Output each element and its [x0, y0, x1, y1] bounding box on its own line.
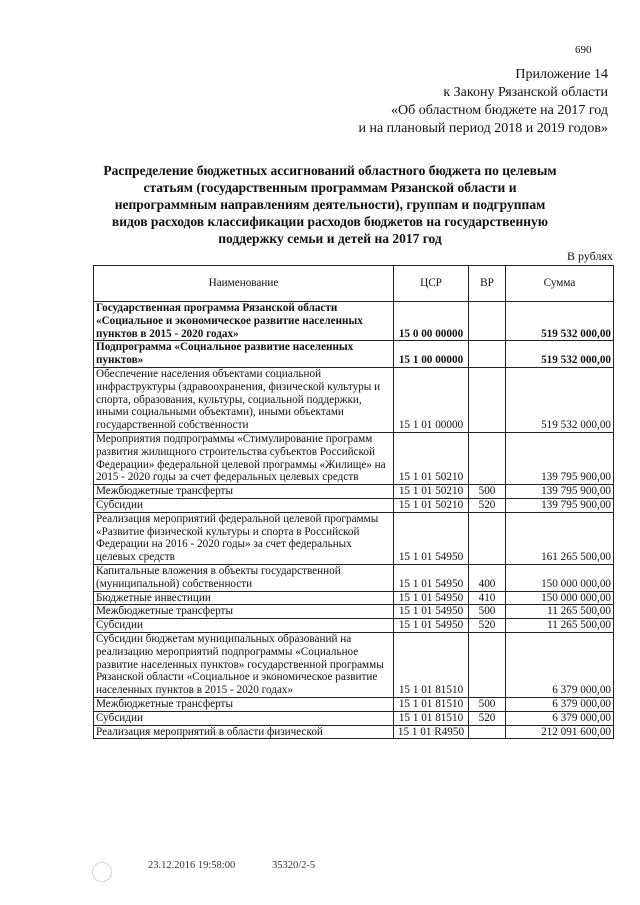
cell-vr	[469, 512, 506, 564]
cell-vr: 500	[469, 605, 506, 619]
cell-sum: 6 379 000,00	[506, 632, 614, 697]
cell-csr: 15 1 01 50210	[394, 485, 469, 499]
cell-sum: 139 795 900,00	[506, 432, 614, 484]
title-line: непрограммным направлениям деятельности), группам и подгруппам	[114, 197, 546, 212]
currency-unit: В рублях	[566, 249, 613, 263]
cell-name: Реализация мероприятий в области физической	[94, 725, 394, 739]
budget-table	[93, 265, 614, 739]
cell-csr: 15 1 01 50210	[394, 432, 469, 484]
appendix-line: к Закону Рязанской области	[443, 85, 608, 100]
title-line: видов расходов классификации расходов бюджетов на государственную	[111, 214, 549, 229]
cell-sum: 519 532 000,00	[506, 367, 614, 432]
table-row	[94, 432, 614, 484]
cell-csr: 15 1 01 54950	[394, 619, 469, 633]
cell-sum: 139 795 900,00	[506, 485, 614, 499]
header-sum: Сумма	[506, 266, 614, 302]
cell-vr: 520	[469, 619, 506, 633]
table-header-row	[94, 266, 614, 302]
cell-sum: 139 795 900,00	[506, 498, 614, 512]
header-csr: ЦСР	[394, 266, 469, 302]
table-row	[94, 591, 614, 605]
cell-csr: 15 1 01 54950	[394, 512, 469, 564]
cell-sum: 150 000 000,00	[506, 591, 614, 605]
cell-name: Межбюджетные трансферты	[94, 697, 394, 711]
cell-vr: 410	[469, 591, 506, 605]
cell-vr	[469, 432, 506, 484]
scan-stamp-icon	[92, 862, 112, 882]
table-row	[94, 711, 614, 725]
table-row	[94, 498, 614, 512]
cell-csr: 15 1 01 R4950	[394, 725, 469, 739]
footer-doc-number: 35320/2-5	[272, 860, 316, 871]
title-line: Распределение бюджетных ассигнований областного бюджета по целевым	[103, 163, 557, 178]
appendix-line: «Об областном бюджете на 2017 год	[391, 103, 608, 118]
cell-vr: 400	[469, 564, 506, 591]
cell-vr: 500	[469, 485, 506, 499]
cell-name: Субсидии	[94, 711, 394, 725]
appendix-line: Приложение 14	[515, 67, 608, 82]
cell-vr	[469, 341, 506, 368]
cell-sum: 212 091 600,00	[506, 725, 614, 739]
cell-name: Капитальные вложения в объекты государственной (муниципальной) собственности	[94, 564, 394, 591]
cell-sum: 519 532 000,00	[506, 302, 614, 341]
table-row	[94, 367, 614, 432]
cell-name: Межбюджетные трансферты	[94, 485, 394, 499]
cell-sum: 11 265 500,00	[506, 619, 614, 633]
cell-vr: 500	[469, 697, 506, 711]
page-number: 690	[575, 44, 592, 56]
appendix-line: и на плановый период 2018 и 2019 годов»	[358, 121, 608, 136]
cell-name: Субсидии	[94, 619, 394, 633]
cell-vr: 520	[469, 711, 506, 725]
cell-csr: 15 1 01 54950	[394, 591, 469, 605]
table-row	[94, 605, 614, 619]
cell-csr: 15 1 01 54950	[394, 605, 469, 619]
footer-date: 23.12.2016 19:58:00	[148, 860, 236, 871]
cell-sum: 150 000 000,00	[506, 564, 614, 591]
header-name: Наименование	[94, 266, 394, 302]
title-line: статьям (государственным программам Рязанской области и	[143, 180, 517, 195]
cell-name: Бюджетные инвестиции	[94, 591, 394, 605]
cell-sum: 6 379 000,00	[506, 711, 614, 725]
table-row	[94, 725, 614, 739]
table-row	[94, 564, 614, 591]
title-line: поддержку семьи и детей на 2017 год	[218, 231, 442, 246]
header-vr: ВР	[469, 266, 506, 302]
cell-vr: 520	[469, 498, 506, 512]
cell-name: Субсидии бюджетам муниципальных образований на реализацию мероприятий подпрограммы «Социальное развитие населенных пунктов» государственной программы Рязанской области «Социальное и экономическое развитие населенных пунктов в 2015 - 2020 годах»	[94, 632, 394, 697]
cell-sum: 6 379 000,00	[506, 697, 614, 711]
cell-name: Государственная программа Рязанской области «Социальное и экономическое развитие населенных пунктов в 2015 - 2020 годах»	[94, 302, 394, 341]
cell-vr	[469, 367, 506, 432]
cell-name: Субсидии	[94, 498, 394, 512]
cell-csr: 15 0 00 00000	[394, 302, 469, 341]
cell-name: Подпрограмма «Социальное развитие населенных пунктов»	[94, 341, 394, 368]
cell-name: Реализация мероприятий федеральной целевой программы «Развитие физической культуры и спорта в Российской Федерации на 2016 - 2020 годы» за счет федеральных целевых средств	[94, 512, 394, 564]
cell-csr: 15 1 01 00000	[394, 367, 469, 432]
cell-csr: 15 1 01 54950	[394, 564, 469, 591]
cell-csr: 15 1 01 81510	[394, 697, 469, 711]
table-row	[94, 697, 614, 711]
cell-sum: 519 532 000,00	[506, 341, 614, 368]
table-row	[94, 512, 614, 564]
cell-vr	[469, 302, 506, 341]
table-row	[94, 632, 614, 697]
cell-sum: 161 265 500,00	[506, 512, 614, 564]
cell-name: Обеспечение населения объектами социальной инфраструктуры (здравоохранения, физической культуры и спорта, образования, культуры, социальной поддержки, иными социальными объектами), иными объектами государственной собственности	[94, 367, 394, 432]
table-row	[94, 302, 614, 341]
cell-csr: 15 1 01 81510	[394, 632, 469, 697]
cell-csr: 15 1 01 50210	[394, 498, 469, 512]
cell-csr: 15 1 00 00000	[394, 341, 469, 368]
cell-csr: 15 1 01 81510	[394, 711, 469, 725]
cell-sum: 11 265 500,00	[506, 605, 614, 619]
cell-vr	[469, 632, 506, 697]
cell-name: Мероприятия подпрограммы «Стимулирование программ развития жилищного строительства субъектов Российской Федерации» федеральной целевой программы «Жилище» на 2015 - 2020 годы за счет федеральных целевых средств	[94, 432, 394, 484]
cell-vr	[469, 725, 506, 739]
appendix-header	[228, 66, 608, 138]
document-title	[90, 162, 570, 247]
table-row	[94, 619, 614, 633]
table-row	[94, 485, 614, 499]
table-row	[94, 341, 614, 368]
cell-name: Межбюджетные трансферты	[94, 605, 394, 619]
